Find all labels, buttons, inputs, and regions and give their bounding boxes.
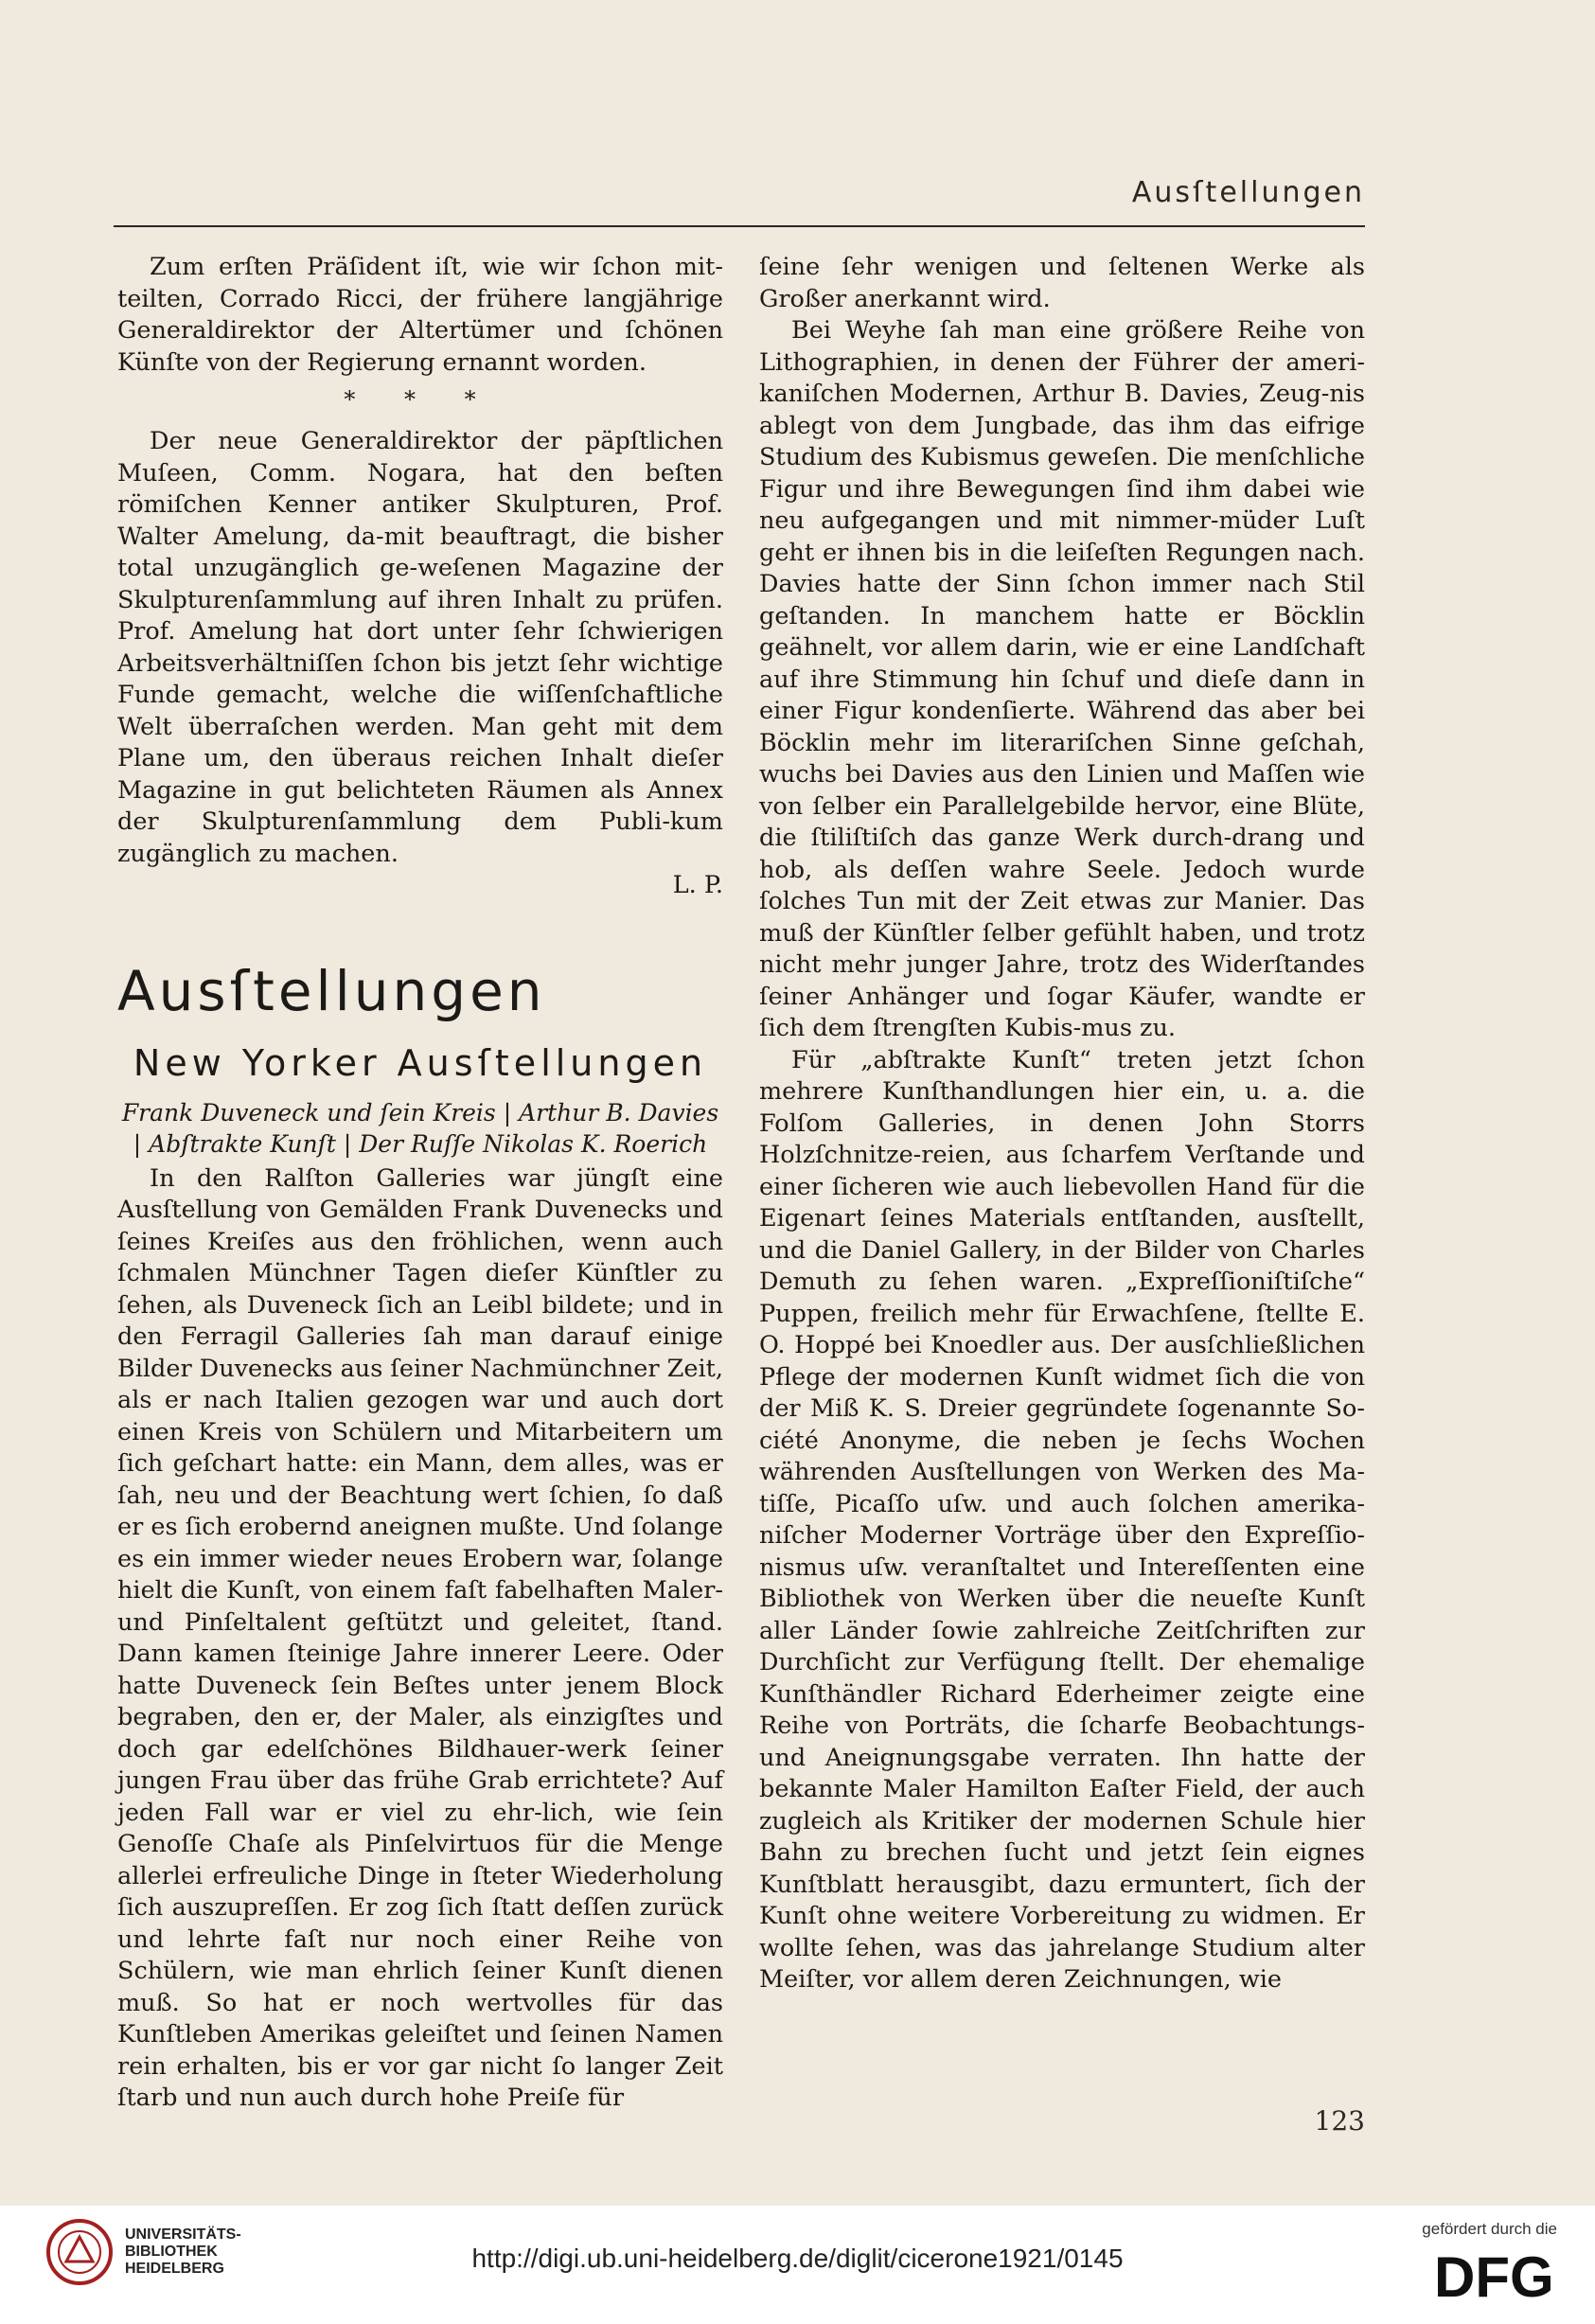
header-rule: [114, 225, 1365, 227]
subsection-title: New Yorker Ausſtellungen: [133, 1041, 708, 1084]
paragraph-ricci: Zum erſten Präſident iſt, wie wir ſchon mit-teilten, Corrado Ricci, der frühere langjährige Generaldirektor der Altertümer und ſchönen Künſte von der Regierung ernannt worden.: [117, 253, 723, 377]
paragraph-nogara: Der neue Generaldirektor der päpſtlichen Muſeen, Comm. Nogara, hat den beſten römiſchen Kenner antiker Skulpturen, Prof. Walter Amelung, da-mit beauftragt, die bisher total unzugänglich ge-weſenen Magazine der Skulpturenſammlung auf ihren Inhalt zu prüfen. Prof. Amelung hat dort unter ſehr ſchwierigen Arbeitsverhältniſſen ſchon bis jetzt ſehr wichtige Funde gemacht, welche die wiſſenſchaftliche Welt überraſchen werden. Man geht mit dem Plane um, den überaus reichen Inhalt dieſer Magazine in gut belichteten Räumen als Annex der Skulpturenſammlung dem Publi-kum zugänglich zu machen.: [117, 427, 723, 868]
dfg-logo-icon: [1434, 2245, 1557, 2304]
section-separator: * * *: [344, 386, 497, 413]
subsection-topics: Frank Duveneck und ſein Kreis | Arthur B. Davies | Abſtrakte Kunſt | Der Ruſſe Nikolas K. Roerich: [121, 1098, 719, 1158]
running-head: Ausſtellungen: [1131, 176, 1365, 209]
svg-text:DFG: DFG: [1434, 2245, 1554, 2304]
page-number: 123: [1314, 2105, 1365, 2137]
section-title: Ausſtellungen: [117, 958, 546, 1023]
paragraph-abstract-art: Für „abſtrakte Kunſt“ treten jetzt ſchon mehrere Kunſthandlungen hier ein, u. a. die Folſom Galleries, in denen John Storrs Holzſchnitze-reien, aus ſcharfem Verſtande und einer ſicheren wie auch liebevollen Hand für die Eigenart ſeines Materials entſtanden, ausſtellt, und die Daniel Gallery, in der Bilder von Charles Demuth zu ſehen waren. „Expreſſioniſtiſche“ Puppen, freilich mehr für Erwachſene, ſtellte E. O. Hoppé bei Knoedler aus. Der ausſchließlichen Pflege der modernen Kunſt widmet ſich die von der Miß K. S. Dreier gegründete ſogenannte So-ciété Anonyme, die neben je ſechs Wochen währenden Ausſtellungen von Werken des Ma-tiſſe, Picaſſo uſw. und auch ſolchen amerika-niſcher Moderner Vorträge über den Expreſſio-nismus uſw. veranſtaltet und Intereſſenten eine Bibliothek von Werken über die neueſte Kunſt aller Länder ſowie zahlreiche Zeitſchriften zur Durchſicht zur Verfügung ſtellt. Der ehemalige Kunſthändler Richard Ederheimer zeigte eine Reihe von Porträts, die ſcharfe Beobachtungs-und Aneignungsgabe verraten. Ihn hatte der bekannte Maler Hamilton Eaſter Field, der auch zugleich als Kritiker der modernen Schule hier Bahn zu brechen ſucht und jetzt ſein eignes Kunſtblatt herausgibt, dazu ermuntert, ſich der Kunſt ohne weitere Vorbereitung zu widmen. Er wollte ſehen, was das jahrelange Studium alter Meiſter, vor allem deren Zeichnungen, wie: [759, 1045, 1365, 1994]
paragraph-davies: Bei Weyhe ſah man eine größere Reihe von Lithographien, in denen der Führer der ameri-kaniſchen Modernen, Arthur B. Davies, Zeug-nis ablegt von dem Jungbade, das ihm das eifrige Studium des Kubismus geweſen. Die menſchliche Figur und ihre Bewegungen ſind ihm dabei wie neu aufgegangen und mit nimmer-müder Luſt geht er ihnen bis in die leiſeſten Regungen nach. Davies hatte der Sinn ſchon immer nach Stil geſtanden. In manchem hatte er Böcklin geähnelt, vor allem darin, wie er eine Landſchaft auf ihre Stimmung hin ſchuf und dieſe dann in einer Figur kondenſierte. Während das aber bei Böcklin mehr im literariſchen Sinne geſchah, wuchs bei Davies aus den Linien und Maſſen wie von ſelber ein Parallelgebilde hervor, eine Blüte, die ſtiliſtiſch das ganze Werk durch-drang und hob, als deſſen wahre Seele. Jedoch wurde ſolches Tun mit der Zeit etwas zur Manier. Das muß der Künſtler ſelber gefühlt haben, und trotz nicht mehr junger Jahre, trotz des Widerſtandes ſeiner Anhänger und ſogar Käufer, wandte er ſich dem ſtrengſten Kubis-mus zu.: [759, 316, 1365, 1042]
left-column: [117, 252, 723, 2115]
paragraph-duveneck: In den Ralſton Galleries war jüngſt eine Ausſtellung von Gemälden Frank Duvenecks und ſeines Kreiſes aus den fröhlichen, wenn auch ſchmalen Münchner Tagen dieſer Künſtler zu ſehen, als Duveneck ſich an Leibl bildete; und in den Ferragil Galleries ſah man darauf einige Bilder Duvenecks aus ſeiner Nachmünchner Zeit, als er nach Italien gezogen war und auch dort einen Kreis von Schülern und Mitarbeitern um ſich geſchart hatte: ein Mann, dem alles, was er ſah, neu und der Beachtung wert ſchien, ſo daß er es ſich erobernd aneignen mußte. Und ſolange es ein immer wieder neues Erobern war, ſolange hielt die Kunſt, von einem faſt fabelhaften Maler- und Pinſeltalent geſtützt und geleitet, ſtand. Dann kamen ſteinige Jahre innerer Leere. Oder hatte Duveneck ſein Beſtes unter jenem Block begraben, den er, der Maler, als einzigſtes und doch gar edelſchönes Bildhauer-werk ſeiner jungen Frau über das frühe Grab errichtete? Auf jeden Fall war er viel zu ehr-lich, wie ſein Genoſſe Chaſe als Pinſelvirtuos für die Menge allerlei erfreuliche Dinge in ſteter Wiederholung ſich auszupreſſen. Er zog ſich ſtatt deſſen zurück und lehrte faſt nur noch einer Reihe von Schülern, wie man ehrlich ſeiner Kunſt dienen muß. So hat er noch wertvolles für das Kunſtleben Amerikas geleiſtet und ſeinen Namen rein erhalten, bis er vor gar nicht ſo langer Zeit ſtarb und nun auch durch hohe Preiſe für: [117, 1163, 723, 2112]
source-url-link[interactable]: http://digi.ub.uni-heidelberg.de/diglit/cicerone1921/0145: [471, 2244, 1124, 2273]
dfg-funding-label: gefördert durch die: [1422, 2220, 1557, 2238]
right-column: [759, 252, 1365, 1996]
paragraph-continuation: ſeine ſehr wenigen und ſeltenen Werke als Großer anerkannt wird.: [759, 253, 1365, 313]
dfg-logo[interactable]: [1434, 2245, 1557, 2308]
signature-line: [117, 870, 723, 902]
library-name: UNIVERSITÄTS- BIBLIOTHEK HEIDELBERG: [125, 2226, 241, 2277]
author-signature: L. P.: [672, 871, 723, 899]
